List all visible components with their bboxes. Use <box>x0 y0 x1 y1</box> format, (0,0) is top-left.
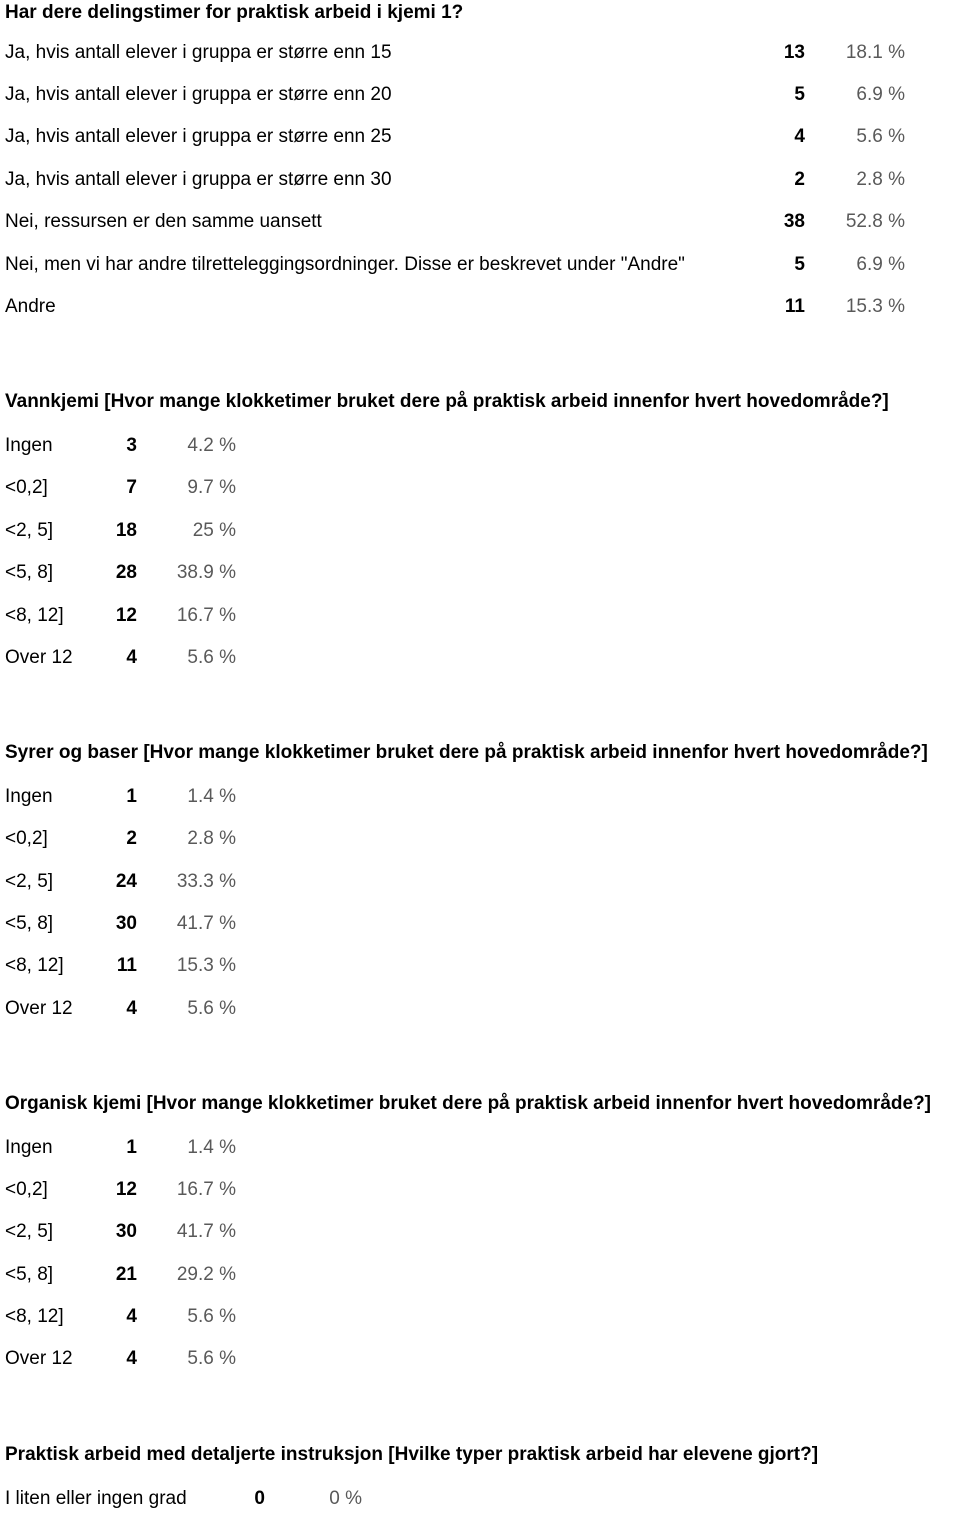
row-label: <8, 12] <box>5 1306 64 1327</box>
row-label: Nei, men vi har andre tilretteleggingsordninger. Disse er beskrevet under "Andre" <box>5 254 685 275</box>
row-percent: 16.7 % <box>176 605 236 626</box>
table-row <box>0 828 960 856</box>
row-percent: 5.6 % <box>187 1348 236 1369</box>
row-percent: 5.6 % <box>187 647 236 668</box>
row-label: Ja, hvis antall elever i gruppa er større enn 15 <box>5 42 392 63</box>
row-percent: 0 % <box>329 1488 362 1509</box>
row-percent: 15.3 % <box>176 955 236 976</box>
row-count: 4 <box>126 998 137 1019</box>
row-count: 4 <box>126 1348 137 1369</box>
table-row <box>0 520 960 548</box>
row-count: 4 <box>794 126 805 147</box>
table-row <box>0 1221 960 1249</box>
row-percent: 52.8 % <box>845 211 905 232</box>
row-label: <2, 5] <box>5 871 54 892</box>
row-percent: 5.6 % <box>187 998 236 1019</box>
row-count: 12 <box>115 605 137 626</box>
row-percent: 4.2 % <box>187 435 236 456</box>
row-percent: 6.9 % <box>856 84 905 105</box>
row-label: Nei, ressursen er den samme uansett <box>5 211 322 232</box>
row-label: <0,2] <box>5 828 48 849</box>
table-row <box>0 477 960 505</box>
row-label: Ingen <box>5 786 53 807</box>
row-label: Andre <box>5 296 56 317</box>
table-row <box>0 913 960 941</box>
row-label: <8, 12] <box>5 605 64 626</box>
row-count: 21 <box>115 1264 137 1285</box>
row-count: 4 <box>126 647 137 668</box>
row-count: 38 <box>783 211 805 232</box>
table-row <box>0 1488 960 1516</box>
table-row <box>0 1179 960 1207</box>
row-label: <0,2] <box>5 1179 48 1200</box>
row-percent: 2.8 % <box>856 169 905 190</box>
table-row <box>0 1137 960 1165</box>
row-count: 1 <box>126 1137 137 1158</box>
row-label: Over 12 <box>5 998 73 1019</box>
row-label: <5, 8] <box>5 1264 54 1285</box>
row-count: 11 <box>784 296 805 317</box>
table-row <box>0 84 960 112</box>
section-heading-praktisk-arbeid: Praktisk arbeid med detaljerte instruksjon [Hvilke typer praktisk arbeid har elevene gjort?] <box>5 1444 819 1465</box>
row-count: 7 <box>126 477 137 498</box>
row-label: Over 12 <box>5 647 73 668</box>
row-percent: 2.8 % <box>187 828 236 849</box>
row-percent: 16.7 % <box>176 1179 236 1200</box>
section-heading-syrer-og-baser: Syrer og baser [Hvor mange klokketimer bruket dere på praktisk arbeid innenfor hvert hovedområde?] <box>5 742 928 763</box>
row-count: 3 <box>126 435 137 456</box>
table-row <box>0 647 960 675</box>
row-label: Ingen <box>5 435 53 456</box>
row-percent: 15.3 % <box>845 296 905 317</box>
row-label: Ja, hvis antall elever i gruppa er større enn 25 <box>5 126 392 147</box>
table-row <box>0 871 960 899</box>
table-row <box>0 1306 960 1334</box>
row-count: 28 <box>115 562 137 583</box>
row-count: 12 <box>115 1179 137 1200</box>
table-row <box>0 254 960 282</box>
row-count: 1 <box>126 786 137 807</box>
row-label: <5, 8] <box>5 913 54 934</box>
row-percent: 5.6 % <box>856 126 905 147</box>
table-row <box>0 42 960 70</box>
table-row <box>0 955 960 983</box>
row-percent: 29.2 % <box>176 1264 236 1285</box>
row-label: Ja, hvis antall elever i gruppa er større enn 30 <box>5 169 392 190</box>
row-percent: 1.4 % <box>187 786 236 807</box>
row-label: <2, 5] <box>5 1221 54 1242</box>
row-percent: 6.9 % <box>856 254 905 275</box>
row-label: Ja, hvis antall elever i gruppa er større enn 20 <box>5 84 392 105</box>
table-row <box>0 562 960 590</box>
row-count: 30 <box>115 913 137 934</box>
section-heading-vannkjemi: Vannkjemi [Hvor mange klokketimer bruket dere på praktisk arbeid innenfor hvert hovedområde?] <box>5 391 889 412</box>
table-row <box>0 169 960 197</box>
row-label: <2, 5] <box>5 520 54 541</box>
row-percent: 9.7 % <box>187 477 236 498</box>
row-label: <8, 12] <box>5 955 64 976</box>
section-heading-organisk-kjemi: Organisk kjemi [Hvor mange klokketimer bruket dere på praktisk arbeid innenfor hvert hovedområde?] <box>5 1093 931 1114</box>
row-count: 5 <box>794 254 805 275</box>
row-count: 2 <box>794 169 805 190</box>
row-percent: 41.7 % <box>176 1221 236 1242</box>
table-row <box>0 605 960 633</box>
row-label: Ingen <box>5 1137 53 1158</box>
row-percent: 18.1 % <box>845 42 905 63</box>
table-row <box>0 435 960 463</box>
row-count: 24 <box>115 871 137 892</box>
row-count: 2 <box>126 828 137 849</box>
row-count: 18 <box>115 520 137 541</box>
row-count: 5 <box>794 84 805 105</box>
section-heading-delingstimer: Har dere delingstimer for praktisk arbeid i kjemi 1? <box>5 2 464 23</box>
row-percent: 41.7 % <box>176 913 236 934</box>
row-percent: 38.9 % <box>176 562 236 583</box>
row-count: 11 <box>116 955 137 976</box>
row-count: 30 <box>115 1221 137 1242</box>
row-percent: 5.6 % <box>187 1306 236 1327</box>
row-count: 13 <box>783 42 805 63</box>
row-percent: 33.3 % <box>176 871 236 892</box>
row-label: Over 12 <box>5 1348 73 1369</box>
row-label: <0,2] <box>5 477 48 498</box>
row-count: 0 <box>254 1488 265 1509</box>
table-row <box>0 1264 960 1292</box>
table-row <box>0 1348 960 1376</box>
row-percent: 25 % <box>192 520 236 541</box>
row-label: <5, 8] <box>5 562 54 583</box>
table-row <box>0 786 960 814</box>
row-count: 4 <box>126 1306 137 1327</box>
table-row <box>0 126 960 154</box>
table-row <box>0 998 960 1026</box>
table-row <box>0 211 960 239</box>
row-label: I liten eller ingen grad <box>5 1488 187 1509</box>
table-row <box>0 296 960 324</box>
row-percent: 1.4 % <box>187 1137 236 1158</box>
